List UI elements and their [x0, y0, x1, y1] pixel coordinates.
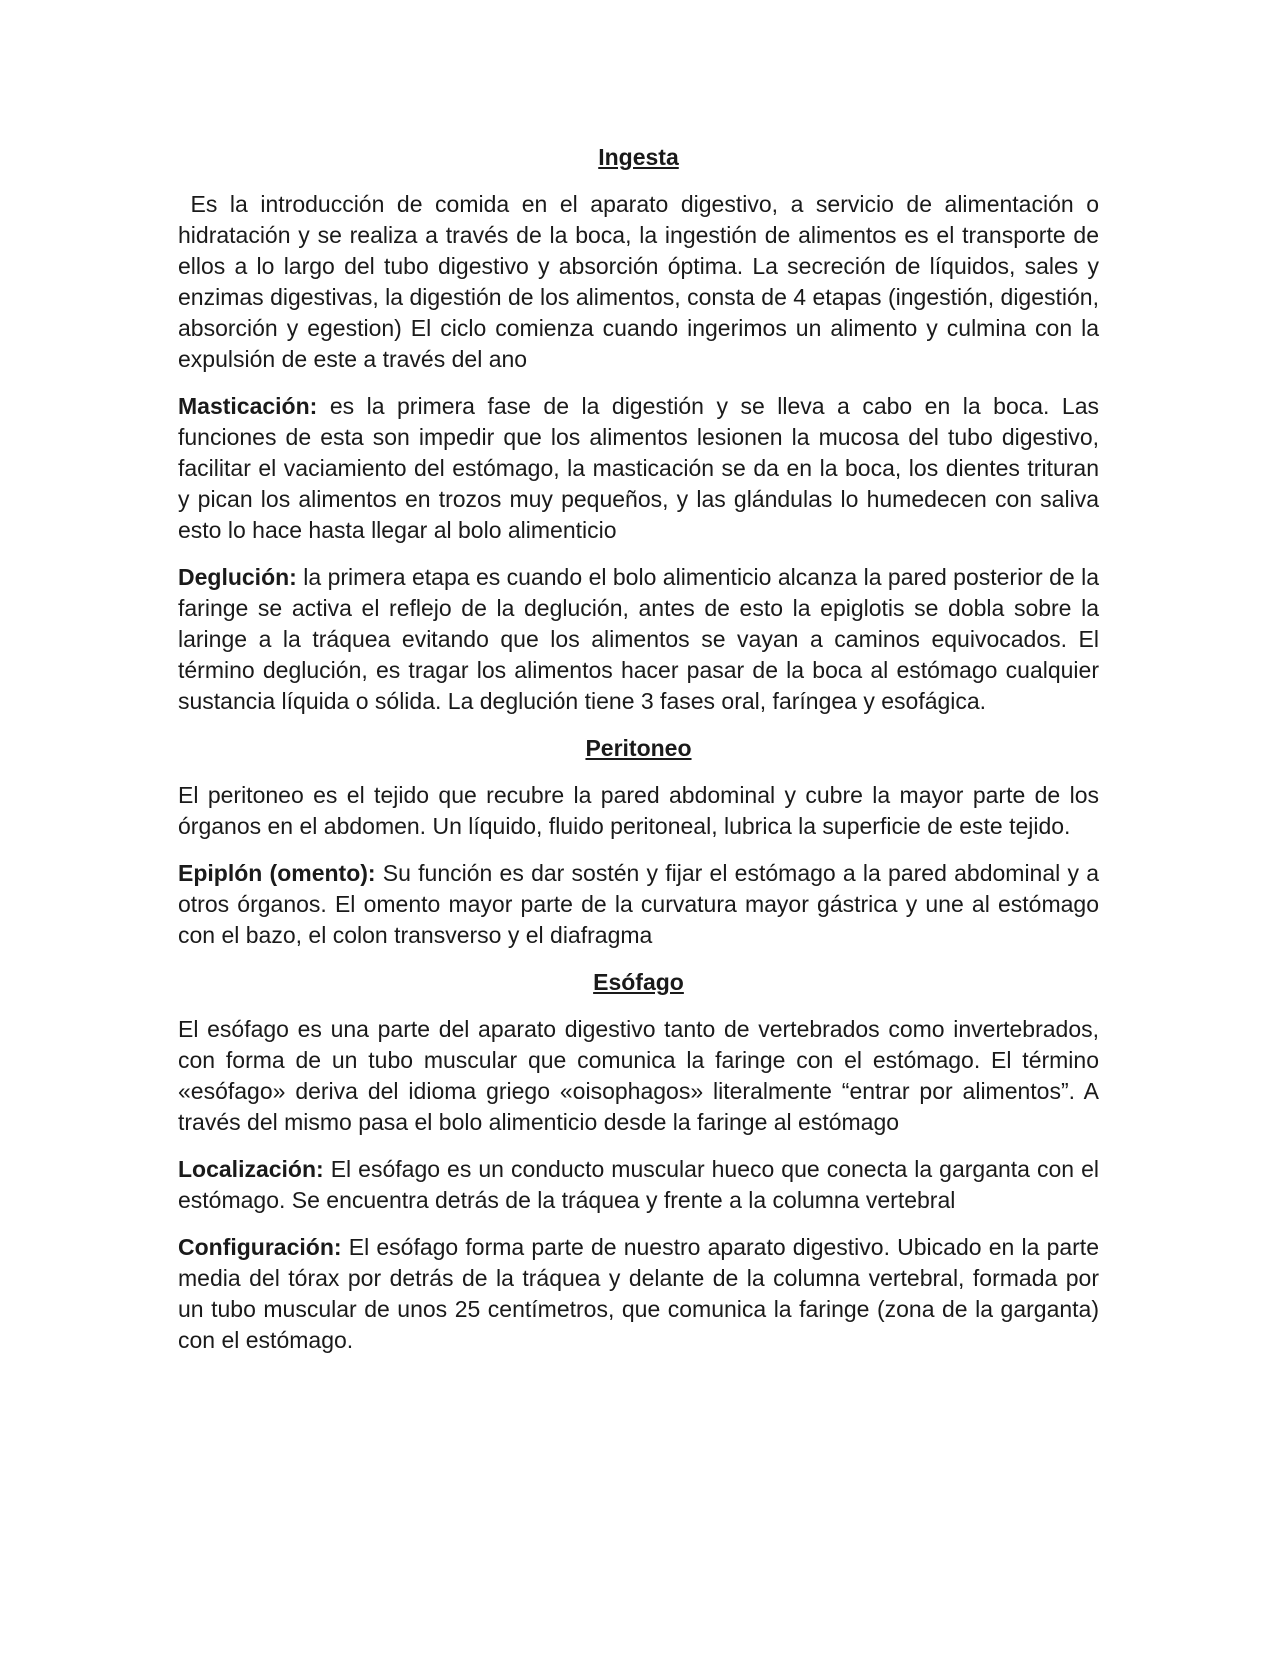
definition-deglucion: la primera etapa es cuando el bolo alimenticio alcanza la pared posterior de la faringe se activa el reflejo de la deglución, antes de esto la epiglotis se dobla sobre la laringe a la tráquea evitando que los alimentos se vayan a caminos equivocados. El término deglución, es tragar los alimentos hacer pasar de la boca al estómago cualquier sustancia líquida o sólida. La deglución tiene 3 fases oral, faríngea y esofágica.	[178, 564, 1099, 714]
definition-masticacion: es la primera fase de la digestión y se lleva a cabo en la boca. Las funciones de esta son impedir que los alimentos lesionen la mucosa del tubo digestivo, facilitar el vaciamiento del estómago, la masticación se da en la boca, los dientes trituran y pican los alimentos en trozos muy pequeños, y las glándulas lo humedecen con saliva esto lo hace hasta llegar al bolo alimenticio	[178, 393, 1099, 543]
definition-epiplon: Su función es dar sostén y fijar el estómago a la pared abdominal y a otros órganos. El omento mayor parte de la curvatura mayor gástrica y une al estómago con el bazo, el colon transverso y el diafragma	[178, 860, 1099, 948]
paragraph-esofago-intro: El esófago es una parte del aparato digestivo tanto de vertebrados como invertebrados, con forma de un tubo muscular que comunica la faringe con el estómago. El término «esófago» deriva del idioma griego «oisophagos» literalmente “entrar por alimentos”. A través del mismo pasa el bolo alimenticio desde la faringe al estómago	[178, 1016, 1099, 1135]
paragraph-peritoneo-intro: El peritoneo es el tejido que recubre la pared abdominal y cubre la mayor parte de los órganos en el abdomen. Un líquido, fluido peritoneal, lubrica la superficie de este tejido.	[178, 782, 1099, 839]
term-deglucion: Deglución:	[178, 564, 297, 590]
section-heading-peritoneo: Peritoneo	[585, 735, 692, 761]
paragraph-epiplon	[178, 858, 1099, 951]
paragraph-localizacion	[178, 1154, 1099, 1216]
section-heading-esofago: Esófago	[593, 969, 684, 995]
definition-configuracion: El esófago forma parte de nuestro aparato digestivo. Ubicado en la parte media del tórax por detrás de la tráquea y delante de la columna vertebral, formada por un tubo muscular de unos 25 centímetros, que comunica la faringe (zona de la garganta) con el estómago.	[178, 1234, 1099, 1353]
section-heading-ingesta: Ingesta	[598, 144, 679, 170]
paragraph-ingesta-intro: Es la introducción de comida en el aparato digestivo, a servicio de alimentación o hidratación y se realiza a través de la boca, la ingestión de alimentos es el transporte de ellos a lo largo del tubo digestivo y absorción óptima. La secreción de líquidos, sales y enzimas digestivas, la digestión de los alimentos, consta de 4 etapas (ingestión, digestión, absorción y egestion) El ciclo comienza cuando ingerimos un alimento y culmina con la expulsión de este a través del ano	[178, 191, 1106, 372]
term-epiplon: Epiplón (omento):	[178, 860, 376, 886]
paragraph-configuracion	[178, 1232, 1099, 1356]
definition-localizacion: El esófago es un conducto muscular hueco que conecta la garganta con el estómago. Se encuentra detrás de la tráquea y frente a la columna vertebral	[178, 1156, 1099, 1213]
term-localizacion: Localización:	[178, 1156, 324, 1182]
term-configuracion: Configuración:	[178, 1234, 342, 1260]
paragraph-deglucion	[178, 562, 1099, 717]
document-page	[178, 142, 1106, 1372]
term-masticacion: Masticación:	[178, 393, 318, 419]
paragraph-masticacion	[178, 391, 1099, 546]
